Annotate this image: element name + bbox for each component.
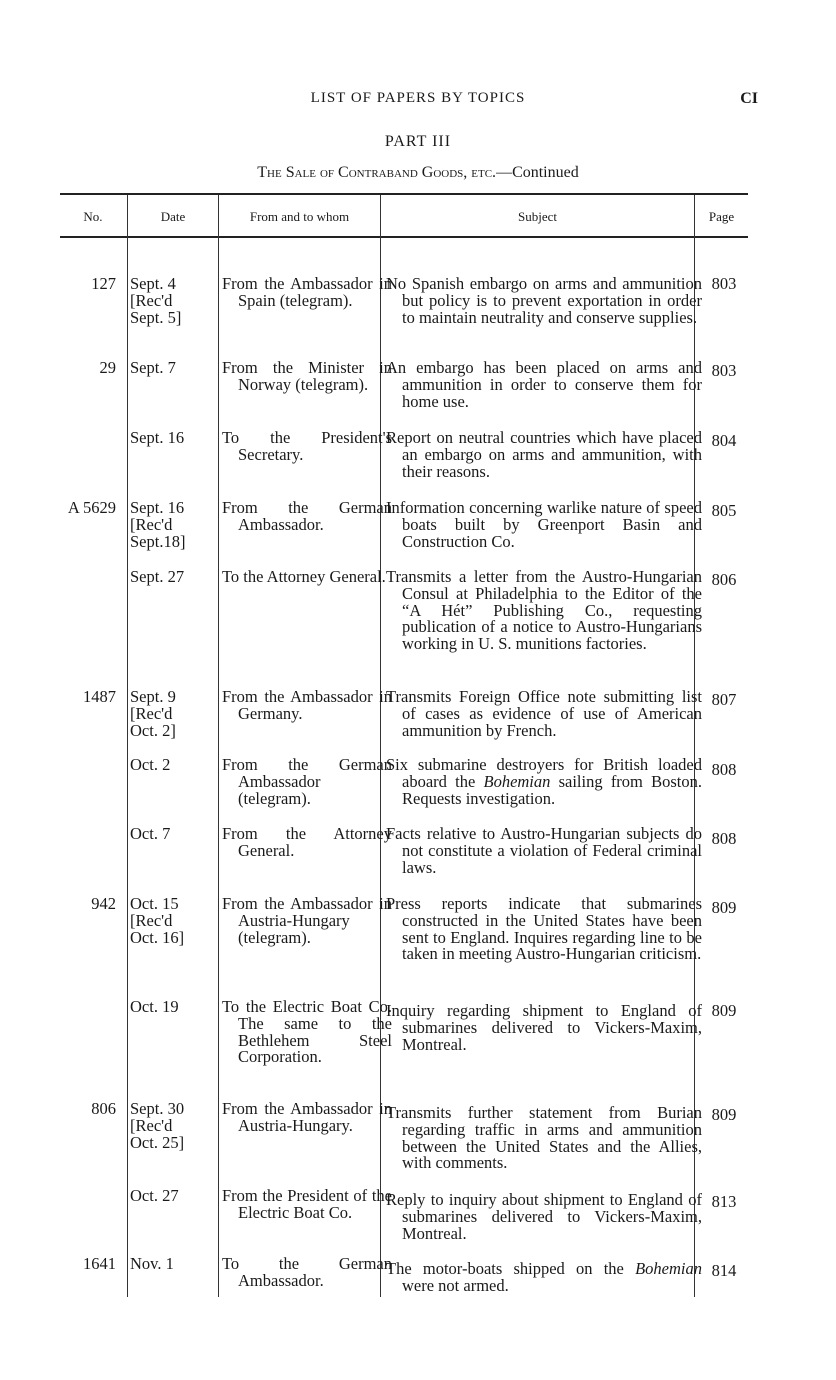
paper-from-to: From the Minister in Norway (telegram). xyxy=(222,358,392,394)
paper-date: Oct. 7 xyxy=(130,824,171,843)
paper-subject: An embargo has been placed on arms and ammunition in order to conserve them for home use. xyxy=(386,358,702,411)
subject-text: sailing from Boston. Requests investigation. xyxy=(402,771,702,808)
paper-page: 806 xyxy=(711,570,737,589)
paper-from-to: To the Attorney General. xyxy=(222,567,386,586)
paper-subject: Information concerning warlike nature of speed boats built by Greenport Basin and Construction Co. xyxy=(386,498,702,551)
table-header-rule xyxy=(60,236,748,238)
paper-date: Sept. 7 xyxy=(130,358,176,377)
paper-page: 809 xyxy=(711,1105,737,1124)
table-top-rule xyxy=(60,193,748,195)
paper-page: 804 xyxy=(711,431,737,450)
col-head-page: Page xyxy=(708,209,735,224)
col-head-no: No. xyxy=(83,209,103,224)
paper-number: 942 xyxy=(91,894,116,913)
paper-from-to: From the Attorney General. xyxy=(222,824,392,860)
paper-page: 803 xyxy=(711,274,737,293)
paper-subject: Press reports indicate that submarines constructed in the United States have been sent to England. Inquires regarding line to be taken in meeting Austro-Hungarian criticism. xyxy=(386,894,702,964)
section-subtitle xyxy=(0,164,836,182)
subject-text: were not armed. xyxy=(402,1275,509,1295)
paper-page: 813 xyxy=(711,1192,737,1211)
subject-text: Six submarine destroyers for British loaded aboard the xyxy=(386,755,702,791)
paper-date: Oct. 2 xyxy=(130,755,171,774)
paper-subject: Transmits a letter from the Austro-Hungarian Consul at Philadelphia to the Editor of the “A Hét” Publishing Co., requesting publication of a notice to Austro-Hungarians working in U. S. munitions factories. xyxy=(386,567,702,654)
paper-date: Oct. 27 xyxy=(130,1186,179,1205)
paper-date: Oct. 15 [Rec'd Oct. 16] xyxy=(130,894,185,947)
paper-from-to: To the President's Secretary. xyxy=(222,428,392,464)
paper-from-to: From the German Ambassador. xyxy=(222,498,392,534)
paper-page: 808 xyxy=(711,829,737,848)
paper-number: A 5629 xyxy=(67,498,116,517)
paper-page: 809 xyxy=(711,898,737,917)
vessel-name: Bohemian xyxy=(483,771,551,791)
paper-subject: Reply to inquiry about shipment to England of submarines delivered to Vickers-Maxim, Montreal. xyxy=(386,1190,702,1243)
paper-page: 805 xyxy=(711,501,737,520)
column-divider xyxy=(218,195,219,1297)
paper-from-to: From the Ambassador in Spain (telegram). xyxy=(222,274,392,310)
col-head-date: Date xyxy=(160,209,186,224)
paper-number: 1487 xyxy=(83,687,116,706)
paper-from-to: From the Ambassador in Austria-Hungary (telegram). xyxy=(222,894,392,947)
paper-date: Sept. 27 xyxy=(130,567,185,586)
subtitle-suffix: —Continued xyxy=(496,164,579,181)
vessel-name: Bohemian xyxy=(635,1259,702,1278)
column-divider xyxy=(127,195,128,1297)
paper-from-to: From the German Ambassador (telegram). xyxy=(222,755,392,808)
paper-date: Sept. 16 [Rec'd Sept.18] xyxy=(130,498,186,551)
paper-page: 803 xyxy=(711,361,737,380)
running-head-title: LIST OF PAPERS BY TOPICS xyxy=(310,90,526,106)
paper-date: Sept. 9 [Rec'd Oct. 2] xyxy=(130,687,176,740)
paper-from-to: From the President of the Electric Boat Co. xyxy=(222,1186,392,1222)
subject-text: The motor-boats shipped on the xyxy=(386,1259,636,1278)
paper-subject: Facts relative to Austro-Hungarian subjects do not constitute a violation of Federal criminal laws. xyxy=(386,824,702,877)
paper-from-to: To the German Ambassador. xyxy=(222,1254,392,1290)
paper-from-to: To the Electric Boat Co. The same to the Bethlehem Steel Corporation. xyxy=(222,997,392,1067)
paper-date: Sept. 4 [Rec'd Sept. 5] xyxy=(130,274,182,327)
paper-from-to: From the Ambassador in Austria-Hungary. xyxy=(222,1099,392,1135)
paper-number: 806 xyxy=(91,1099,116,1118)
subtitle-main: The Sale of Contraband Goods, etc. xyxy=(257,164,497,181)
paper-number: 1641 xyxy=(83,1254,116,1273)
paper-date: Oct. 19 xyxy=(130,997,179,1016)
part-heading: PART III xyxy=(384,133,452,150)
paper-page: 814 xyxy=(711,1261,737,1280)
paper-subject xyxy=(386,757,702,807)
paper-date: Sept. 16 xyxy=(130,428,185,447)
col-head-subject: Subject xyxy=(518,209,557,224)
paper-date: Nov. 1 xyxy=(130,1254,174,1273)
paper-subject: Transmits Foreign Office note submitting list of cases as evidence of use of American ammunition by French. xyxy=(386,687,702,740)
paper-from-to: From the Ambassador in Germany. xyxy=(222,687,392,723)
col-head-from-to: From and to whom xyxy=(249,209,350,224)
paper-page: 807 xyxy=(711,690,737,709)
paper-subject: No Spanish embargo on arms and ammunition but policy is to prevent exportation in order to maintain neutrality and conserve supplies. xyxy=(386,274,702,327)
paper-number: 127 xyxy=(91,274,116,293)
paper-subject: Transmits further statement from Burian regarding traffic in arms and ammunition between the United States and the Allies, with comments. xyxy=(386,1103,702,1173)
paper-page: 808 xyxy=(711,760,737,779)
paper-subject xyxy=(386,1261,702,1295)
paper-number: 29 xyxy=(99,358,116,377)
paper-date: Sept. 30 [Rec'd Oct. 25] xyxy=(130,1099,185,1152)
paper-subject: Inquiry regarding shipment to England of submarines delivered to Vickers-Maxim, Montreal. xyxy=(386,1001,702,1054)
page-number: CI xyxy=(740,90,758,107)
paper-page: 809 xyxy=(711,1001,737,1020)
paper-subject: Report on neutral countries which have placed an embargo on arms and ammunition, with their reasons. xyxy=(386,428,702,481)
